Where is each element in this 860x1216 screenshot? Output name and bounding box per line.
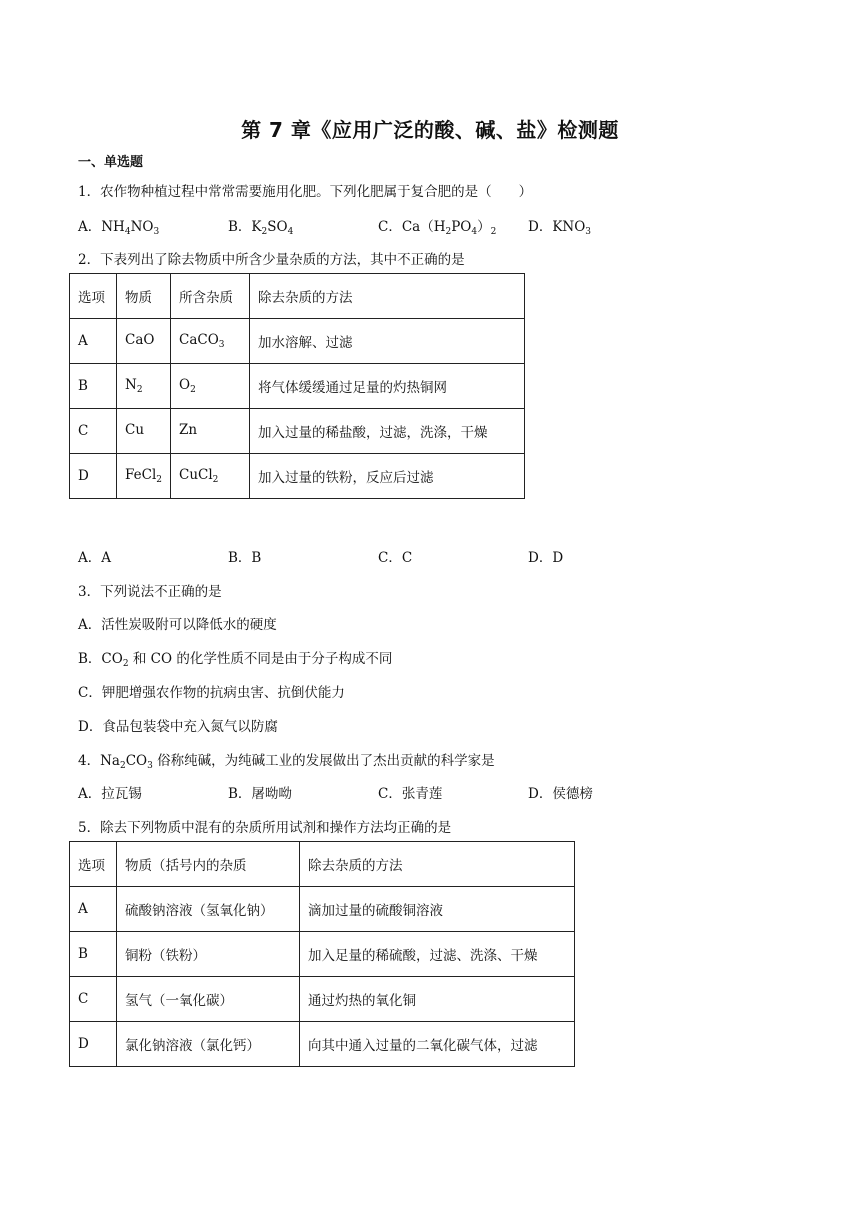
table-cell: $N_2$ [117, 364, 171, 409]
table-header-cell: 所含杂质 [171, 274, 250, 319]
q1-stem: 1．农作物种植过程中常常需要施用化肥。下列化肥属于复合肥的是（ ） [78, 184, 533, 200]
q4-option-c: C．张青莲 [378, 786, 443, 802]
q3-stem: 3．下列说法不正确的是 [78, 584, 222, 600]
q2-option-a: A．A [78, 550, 111, 566]
table-cell: B [70, 364, 117, 409]
q5-table [69, 841, 575, 1067]
q3-option-a: A．活性炭吸附可以降低水的硬度 [78, 617, 277, 633]
table-cell: A [70, 319, 117, 364]
table-row [70, 409, 525, 454]
q2-stem: 2．下表列出了除去物质中所含少量杂质的方法，其中不正确的是 [78, 252, 465, 268]
table-row [70, 887, 575, 932]
table-cell: Zn [171, 409, 250, 454]
q1-option-c: C．$Ca(H_2PO_4)_2$ [378, 219, 497, 237]
page-title: 第 7 章《应用广泛的酸、碱、盐》检测题 [241, 118, 619, 142]
q2-table [69, 273, 525, 499]
q5-stem: 5．除去下列物质中混有的杂质所用试剂和操作方法均正确的是 [78, 820, 452, 836]
table-cell: CaCO$_3$ [171, 319, 250, 364]
table-row [70, 1022, 575, 1067]
q2-option-b: B．B [228, 550, 262, 566]
table-header-cell: 选项 [70, 842, 117, 887]
q4-option-d: D．侯德榜 [528, 786, 593, 802]
table-cell: A [70, 887, 117, 932]
q4-option-b: B．屠呦呦 [228, 786, 292, 802]
table-cell: Cu [117, 409, 171, 454]
table-cell: B [70, 932, 117, 977]
table-cell: 氯化钠溶液（氯化钙） [117, 1022, 300, 1067]
q4-option-a: A．拉瓦锡 [78, 786, 142, 802]
q1-option-d: D．$KNO_3$ [528, 219, 592, 237]
table-cell: $O_2$ [171, 364, 250, 409]
table-header-cell: 物质 [117, 274, 171, 319]
table-cell: 向其中通入过量的二氧化碳气体，过滤 [300, 1022, 575, 1067]
table-cell: CaO [117, 319, 171, 364]
table-header-cell: 除去杂质的方法 [250, 274, 525, 319]
section-heading: 一、单选题 [78, 155, 144, 170]
table-cell: 将气体缓缓通过足量的灼热铜网 [250, 364, 525, 409]
table-header-cell: 除去杂质的方法 [300, 842, 575, 887]
q1-option-a: A．$NH_4NO_3$ [78, 219, 160, 237]
table-row [70, 319, 525, 364]
q3-option-c: C．钾肥增强农作物的抗病虫害、抗倒伏能力 [78, 685, 345, 701]
table-cell: C [70, 409, 117, 454]
table-cell: 氢气（一氧化碳） [117, 977, 300, 1022]
table-cell: C [70, 977, 117, 1022]
q2-option-d: D．D [528, 550, 564, 566]
table-cell: CuCl$_2$ [171, 454, 250, 499]
table-header-cell: 选项 [70, 274, 117, 319]
table-cell: D [70, 454, 117, 499]
table-header-cell: 物质（括号内的杂质 [117, 842, 300, 887]
table-cell: 通过灼热的氧化铜 [300, 977, 575, 1022]
table-header-row [70, 274, 525, 319]
q3-option-b: B．$CO_2$ 和 CO 的化学性质不同是由于分子构成不同 [78, 651, 393, 669]
table-cell: 铜粉（铁粉） [117, 932, 300, 977]
table-header-row [70, 842, 575, 887]
table-cell: 滴加过量的硫酸铜溶液 [300, 887, 575, 932]
table-row [70, 932, 575, 977]
table-cell: 加入过量的铁粉，反应后过滤 [250, 454, 525, 499]
table-cell: 加入过量的稀盐酸，过滤，洗涤，干燥 [250, 409, 525, 454]
table-cell: 硫酸钠溶液（氢氧化钠） [117, 887, 300, 932]
q3-option-d: D．食品包装袋中充入氮气以防腐 [78, 719, 278, 735]
table-row [70, 364, 525, 409]
table-cell: D [70, 1022, 117, 1067]
q4-stem: 4．$Na_2CO_3$ 俗称纯碱，为纯碱工业的发展做出了杰出贡献的科学家是 [78, 753, 495, 771]
table-row [70, 977, 575, 1022]
table-row [70, 454, 525, 499]
table-cell: FeCl$_2$ [117, 454, 171, 499]
q2-option-c: C．C [378, 550, 413, 566]
table-cell: 加水溶解、过滤 [250, 319, 525, 364]
q1-option-b: B．$K_2SO_4$ [228, 219, 294, 237]
table-cell: 加入足量的稀硫酸，过滤、洗涤、干燥 [300, 932, 575, 977]
